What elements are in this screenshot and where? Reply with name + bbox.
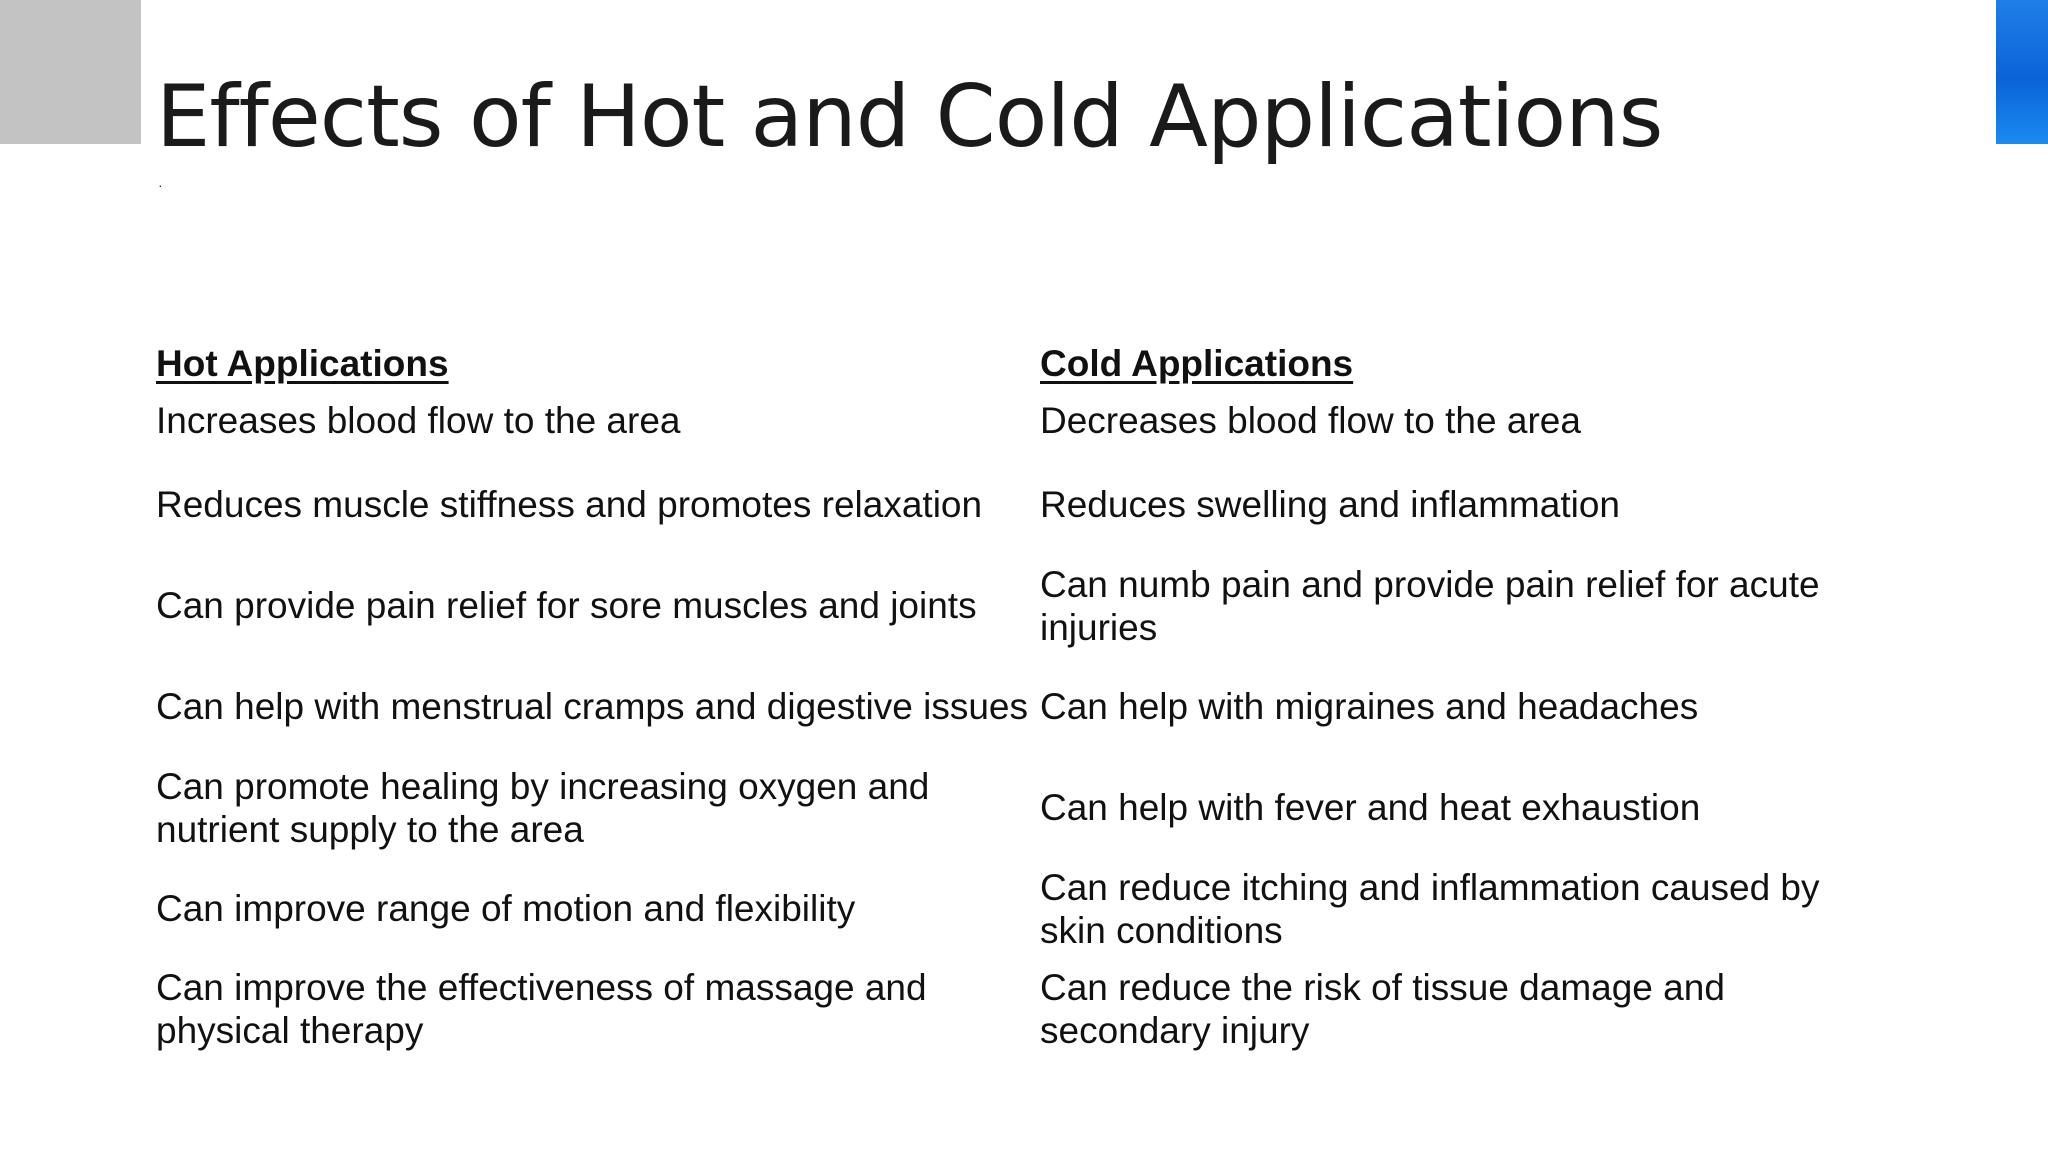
title-mark: · bbox=[158, 177, 163, 193]
cold-cell: Reduces swelling and inflammation bbox=[1040, 484, 1620, 525]
hot-cell: Can improve the effectiveness of massage and physical therapy bbox=[156, 967, 927, 1051]
corner-decoration bbox=[0, 0, 141, 144]
hot-cell: Increases blood flow to the area bbox=[156, 400, 681, 441]
cold-cell: Can help with fever and heat exhaustion bbox=[1040, 787, 1701, 828]
table-row bbox=[156, 555, 1864, 656]
hot-cell: Can provide pain relief for sore muscles and joints bbox=[156, 585, 977, 626]
accent-bar bbox=[1996, 0, 2048, 144]
cold-cell: Can reduce the risk of tissue damage and secondary injury bbox=[1040, 967, 1725, 1051]
table-row bbox=[156, 397, 1864, 454]
hot-applications-header: Hot Applications bbox=[156, 343, 449, 384]
cold-cell: Can help with migraines and headaches bbox=[1040, 686, 1699, 727]
cold-cell: Can numb pain and provide pain relief for acute injuries bbox=[1040, 563, 1820, 648]
cold-cell: Decreases blood flow to the area bbox=[1040, 400, 1581, 441]
table-row bbox=[156, 757, 1864, 858]
cold-applications-header: Cold Applications bbox=[1040, 343, 1354, 384]
comparison-table bbox=[156, 336, 1864, 1059]
table-row bbox=[156, 454, 1864, 555]
hot-cell: Reduces muscle stiffness and promotes relaxation bbox=[156, 484, 983, 525]
table-header-row bbox=[156, 336, 1864, 397]
table-row bbox=[156, 858, 1864, 959]
hot-cell: Can promote healing by increasing oxygen and nutrient supply to the area bbox=[156, 765, 930, 850]
cold-cell: Can reduce itching and inflammation caused by skin conditions bbox=[1040, 866, 1820, 951]
table-row bbox=[156, 959, 1864, 1059]
slide-title: Effects of Hot and Cold Applications bbox=[156, 67, 1663, 167]
table-row bbox=[156, 656, 1864, 757]
hot-cell: Can help with menstrual cramps and digestive issues bbox=[156, 686, 1028, 727]
hot-cell: Can improve range of motion and flexibility bbox=[156, 888, 856, 929]
